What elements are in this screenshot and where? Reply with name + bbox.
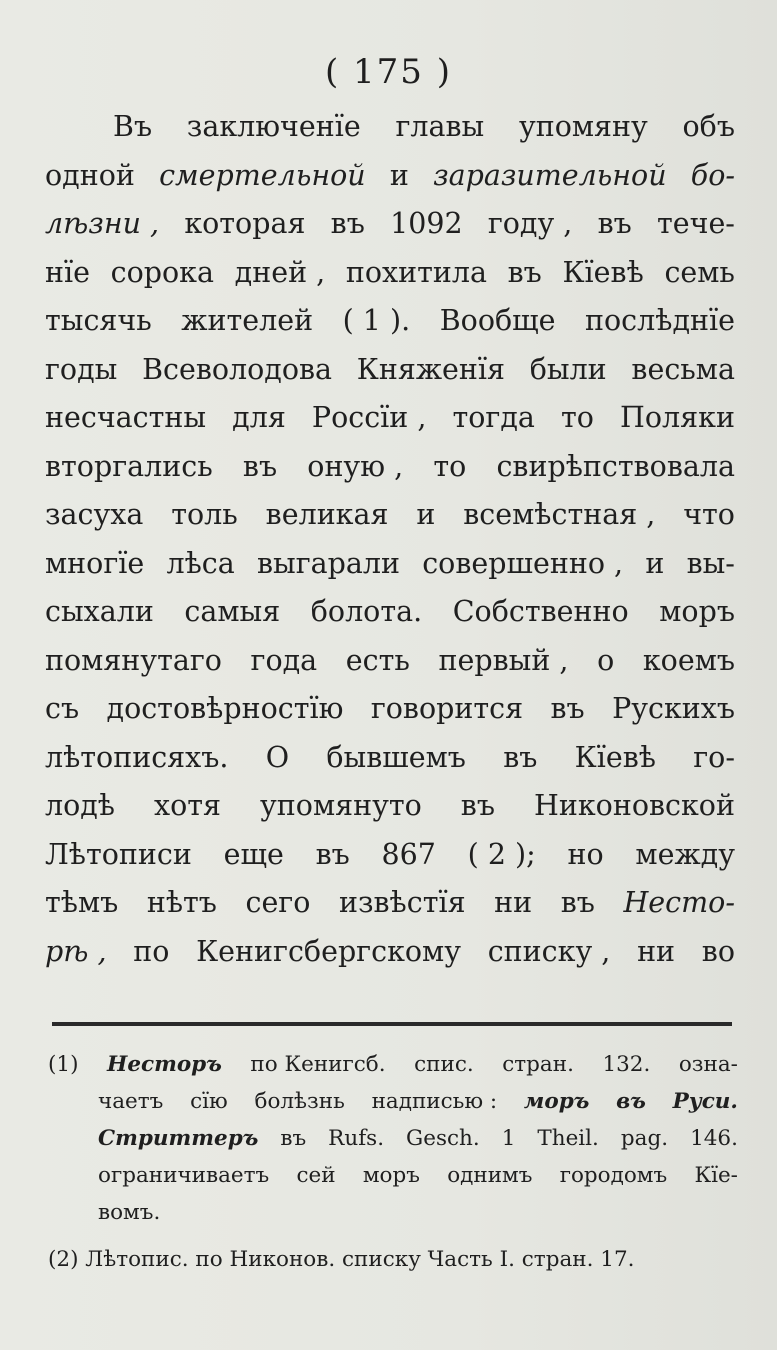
word: въ [507, 255, 542, 289]
word: тѣмъ [45, 886, 119, 919]
word: вы- [686, 546, 735, 580]
word: моръ [523, 1089, 590, 1114]
word: года [250, 643, 318, 677]
word: въ [616, 1089, 646, 1114]
word: Княженїя [356, 352, 505, 386]
word: въ [242, 449, 278, 483]
word: О [265, 740, 290, 774]
word: Кїевѣ [562, 255, 644, 289]
word: по [133, 934, 170, 968]
word: нїе [45, 255, 90, 289]
word: Theil. [537, 1126, 599, 1151]
text-line [45, 159, 735, 208]
word: въ [460, 789, 495, 822]
word: году , [487, 207, 573, 240]
footnote-divider [52, 1022, 732, 1026]
text-line [45, 886, 735, 935]
text-line [45, 789, 735, 838]
footnote-ref: ( 1 ). [342, 304, 411, 337]
word: Вообще [439, 304, 556, 337]
word: Кїевѣ [574, 740, 656, 774]
footnote-2 [48, 1247, 738, 1284]
word: еще [223, 837, 284, 871]
footnote-1-line [48, 1052, 738, 1089]
text-line [45, 644, 735, 693]
word: бывшемъ [326, 740, 466, 774]
word: лѣса [166, 546, 235, 580]
word: которая [184, 207, 306, 240]
word: коемъ [642, 643, 735, 677]
word: 1092 [390, 207, 463, 240]
word: съ [45, 692, 80, 725]
word: достовѣрностїю [106, 692, 344, 725]
word: тысячь [45, 304, 152, 337]
footnote-1-line [48, 1126, 738, 1163]
text-line [45, 935, 735, 984]
word: Rufs. [328, 1126, 385, 1151]
word: свирѣпствовала [496, 449, 735, 483]
word: моръ [362, 1163, 420, 1188]
word: о [597, 643, 615, 677]
word: бо- [690, 158, 735, 192]
word: въ [597, 207, 632, 240]
word: похитила [345, 255, 487, 289]
word: Никоновской [534, 789, 735, 822]
footnote-1-line [48, 1089, 738, 1126]
footnote-1-line [48, 1200, 738, 1237]
word: и [416, 498, 436, 531]
word: нѣтъ [146, 886, 217, 919]
word: что [683, 498, 735, 531]
footnote-2-text: (2) Лѣтопис. по Никонов. списку Часть I. стран. 17. [48, 1247, 635, 1272]
word: то [433, 449, 467, 483]
text-line [45, 741, 735, 790]
word: Собственно [452, 595, 629, 628]
word: въ [315, 837, 350, 871]
word: въ [503, 740, 538, 774]
word: оную , [307, 449, 404, 483]
word: Въ [113, 110, 153, 143]
word: весьма [631, 352, 735, 386]
word: упомянуто [260, 789, 422, 822]
word: въ [330, 207, 365, 240]
text-line [45, 207, 735, 256]
word: первый , [438, 643, 569, 677]
word: тече- [656, 207, 735, 240]
word: для [232, 401, 286, 434]
word: жителей [181, 304, 314, 337]
page-number: ( 175 ) [324, 52, 453, 92]
word: то [561, 401, 594, 434]
word: въ [560, 886, 595, 919]
text-line [45, 401, 735, 450]
word: по Кенигсб. [250, 1052, 386, 1077]
word: 146. [690, 1126, 738, 1151]
text-line [45, 353, 735, 402]
word: толь [171, 498, 238, 531]
text-line [45, 256, 735, 305]
text-line [45, 595, 735, 644]
word: Стриттеръ [98, 1126, 259, 1151]
word: помянутаго [45, 643, 222, 677]
word: надписью : [371, 1089, 498, 1114]
word: между [635, 837, 735, 871]
text-line [45, 498, 735, 547]
footnote-ref: ( 2 ); [467, 837, 536, 871]
text-line [45, 450, 735, 499]
word: Руси. [672, 1089, 738, 1114]
body-text [45, 110, 735, 983]
word: 867 [381, 837, 436, 871]
word: смертельной [159, 158, 366, 192]
word: дней , [234, 255, 326, 289]
word: рѣ , [45, 934, 107, 968]
text-line [45, 110, 735, 159]
footnote-marker: (1) [48, 1052, 79, 1077]
word: го- [693, 740, 735, 774]
text-line [45, 547, 735, 596]
word: ограничиваетъ [98, 1163, 270, 1188]
word: Россїи , [311, 401, 427, 434]
word: списку , [487, 934, 611, 968]
word: объ [682, 110, 735, 143]
word: въ [550, 692, 585, 725]
text-line [45, 304, 735, 353]
word: во [701, 934, 735, 968]
word: заключенїе [186, 110, 361, 143]
word: хотя [154, 789, 221, 822]
word: и [389, 158, 409, 192]
word: болота. [310, 595, 423, 628]
word: 1 [501, 1126, 516, 1151]
footnote-1-line [48, 1163, 738, 1200]
word: стран. [502, 1052, 574, 1077]
word: Поляки [620, 401, 735, 434]
word: есть [345, 643, 410, 677]
word: Несторъ [107, 1052, 222, 1077]
word: сей [296, 1163, 336, 1188]
word: тогда [452, 401, 535, 434]
word: совершенно , [422, 546, 624, 580]
word: pag. [620, 1126, 669, 1151]
word: ни [637, 934, 676, 968]
word: послѣднїе [585, 304, 735, 337]
word: озна- [678, 1052, 738, 1077]
word: 132. [602, 1052, 651, 1077]
word: Кїе- [694, 1163, 738, 1188]
word: лодѣ [45, 789, 115, 822]
word: Кенигсбергскому [196, 934, 461, 968]
word: городомъ [559, 1163, 668, 1188]
word: лѣтописяхъ. [45, 740, 229, 774]
word: и [645, 546, 665, 580]
word: вомъ. [98, 1200, 161, 1225]
word: однимъ [447, 1163, 533, 1188]
word: извѣстїя [338, 886, 466, 919]
word: всемѣстная , [463, 498, 656, 531]
word: семь [664, 255, 735, 289]
word: самыя [184, 595, 281, 628]
word: Несто- [623, 886, 735, 919]
word: Всеволодова [142, 352, 333, 386]
word: Лѣтописи [45, 837, 192, 871]
word: были [529, 352, 607, 386]
word: болѣзнь [254, 1089, 345, 1114]
word: ни [494, 886, 533, 919]
word: годы [45, 352, 118, 386]
word: несчастны [45, 401, 207, 434]
word: спис. [414, 1052, 474, 1077]
word: одной [45, 158, 135, 192]
word: въ [280, 1126, 307, 1151]
word: Рускихъ [612, 692, 735, 725]
word: заразительной [433, 158, 667, 192]
text-line [45, 838, 735, 887]
footnotes [48, 1052, 738, 1284]
word: моръ [659, 595, 735, 628]
word: Gesch. [406, 1126, 480, 1151]
word: сорока [110, 255, 214, 289]
word: лѣзни , [45, 207, 160, 240]
word: многїе [45, 546, 145, 580]
word: сыхали [45, 595, 154, 628]
word: засуха [45, 498, 144, 531]
word: сїю [190, 1089, 228, 1114]
word: упомяну [518, 110, 648, 143]
word: вторгались [45, 449, 213, 483]
word: выгарали [256, 546, 400, 580]
word: чаетъ [98, 1089, 164, 1114]
word: великая [265, 498, 389, 531]
word: но [567, 837, 604, 871]
word: говорится [370, 692, 524, 725]
text-line [45, 692, 735, 741]
word: сего [245, 886, 311, 919]
word: главы [395, 110, 485, 143]
